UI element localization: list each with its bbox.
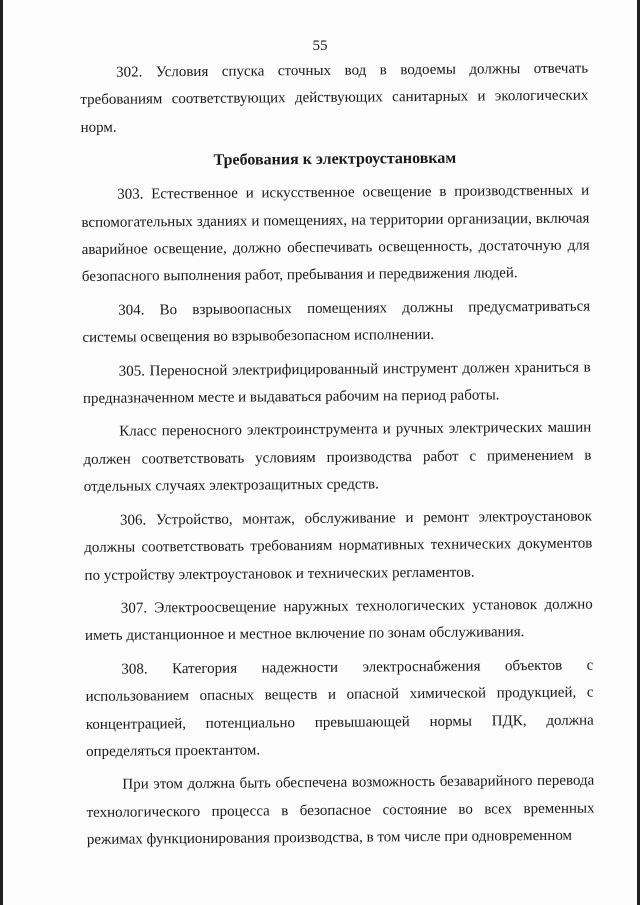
paragraph-306: 306. Устройство, монтаж, обслуживание и ремонт электроустановок должны соответствовать требованиям нормативных технических документов по устройству электроустановок и технических регламентов. [84, 508, 593, 584]
document-body [80, 56, 595, 861]
paragraph-303: 303. Естественное и искусственное освещение в производственных и вспомогательных зданиях и помещениях, на территории организации, включая аварийное освещение, должно обеспечивать освещенность, достаточную для безопасного выполнения работ, пребывания и передвижения людей. [81, 182, 590, 286]
page-number: 55 [312, 38, 328, 54]
paragraph-304: 304. Во взрывоопасных помещениях должны предусматриваться системы освещения во взрывобезопасном исполнении. [82, 298, 591, 347]
paragraph-308-continuation: При этом должна быть обеспечена возможность безаварийного перевода технологического процесса в безопасное состояние во всех временных режимах функционирования производства, в том числе при одновременном [86, 772, 595, 849]
scan-edge-left [0, 0, 3, 905]
paragraph-307: 307. Электроосвещение наружных технологических установок должно иметь дистанционное и местное включение по зонам обслуживания. [84, 596, 593, 645]
paragraph-308: 308. Категория надежности электроснабжения объектов с использованием опасных веществ и опасной химической продукцией, с концентрацией, потенциально превышающей нормы ПДК, должна определяться проектантом. [85, 657, 594, 760]
paragraph-305-class: Класс переносного электроинструмента и ручных электрических машин должен соответствовать условиям производства работ с применением в отдельных случаях электрозащитных средств. [83, 420, 592, 496]
section-heading: Требования к электроустановкам [213, 149, 457, 170]
paragraph-305: 305. Переносной электрифицированный инструмент должен храниться в предназначенном месте и выдаваться рабочим на период работы. [82, 359, 591, 408]
paragraph-302: 302. Условия спуска сточных вод в водоемы должны отвечать требованиям соответствующих действующих санитарных и экологических норм. [80, 60, 589, 136]
